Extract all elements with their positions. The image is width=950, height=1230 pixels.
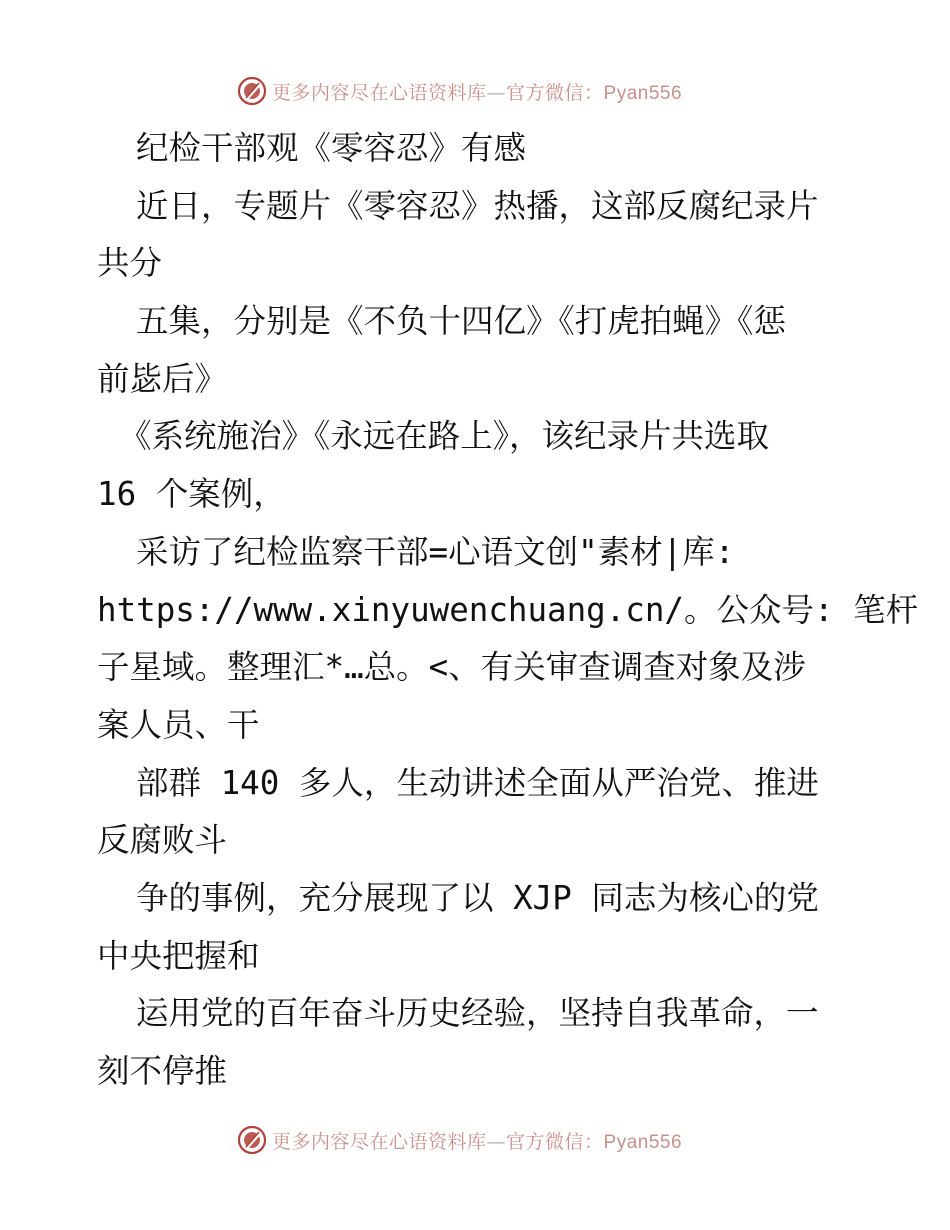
paragraph-line: 案人员、干: [97, 705, 260, 744]
watermark-wechat-id: Pyan556: [603, 82, 683, 104]
paragraph-line: 部群 140 多人，生动讲述全面从严治党、推进: [136, 763, 819, 802]
paragraph-line: 中央把握和: [97, 936, 260, 975]
header-watermark: [236, 74, 682, 108]
paragraph-line: 采访了纪检监察干部=心语文创"素材|库:: [136, 532, 735, 571]
paragraph-line: 反腐败斗: [97, 821, 228, 860]
watermark-official-text: 官方微信：: [506, 1130, 604, 1153]
footer-watermark: [236, 1123, 682, 1157]
watermark-wechat-id: Pyan556: [603, 1131, 683, 1153]
watermark-dash: —: [486, 1130, 507, 1153]
paragraph-line: 五集，分别是《不负十四亿》《打虎拍蝇》《惩: [136, 302, 787, 341]
paragraph-line: 共分: [97, 244, 163, 283]
document-title: 纪检干部观《零容忍》有感: [136, 129, 527, 167]
paragraph-line: 运用党的百年奋斗历史经验，坚持自我革命，一: [136, 994, 819, 1033]
watermark-main-text: 更多内容尽在心语资料库: [272, 1130, 487, 1153]
watermark-text: [272, 78, 682, 105]
document-body: [97, 120, 919, 1101]
paragraph-line: 《系统施治》《永远在路上》，该纪录片共选取: [119, 417, 770, 456]
watermark-main-text: 更多内容尽在心语资料库: [272, 81, 487, 104]
paragraph-line: 争的事例，充分展现了以 XJP 同志为核心的党: [136, 878, 819, 917]
watermark-text: [272, 1127, 682, 1154]
paragraph-line: 前毖后》: [97, 359, 228, 398]
xinyu-logo-icon: [236, 1124, 268, 1156]
watermark-dash: —: [486, 81, 507, 104]
paragraph-line: 子星域。整理汇*…总。<、有关审查调查对象及涉: [97, 648, 806, 687]
paragraph-line: 16 个案例，: [97, 475, 286, 514]
watermark-official-text: 官方微信：: [506, 81, 604, 104]
xinyu-logo-icon: [236, 75, 268, 107]
paragraph-line: 刻不停推: [97, 1052, 228, 1090]
paragraph-line: https://www.xinyuwenchuang.cn/。公众号: 笔杆: [97, 590, 919, 629]
paragraph-line: 近日，专题片《零容忍》热播，这部反腐纪录片: [136, 186, 819, 225]
